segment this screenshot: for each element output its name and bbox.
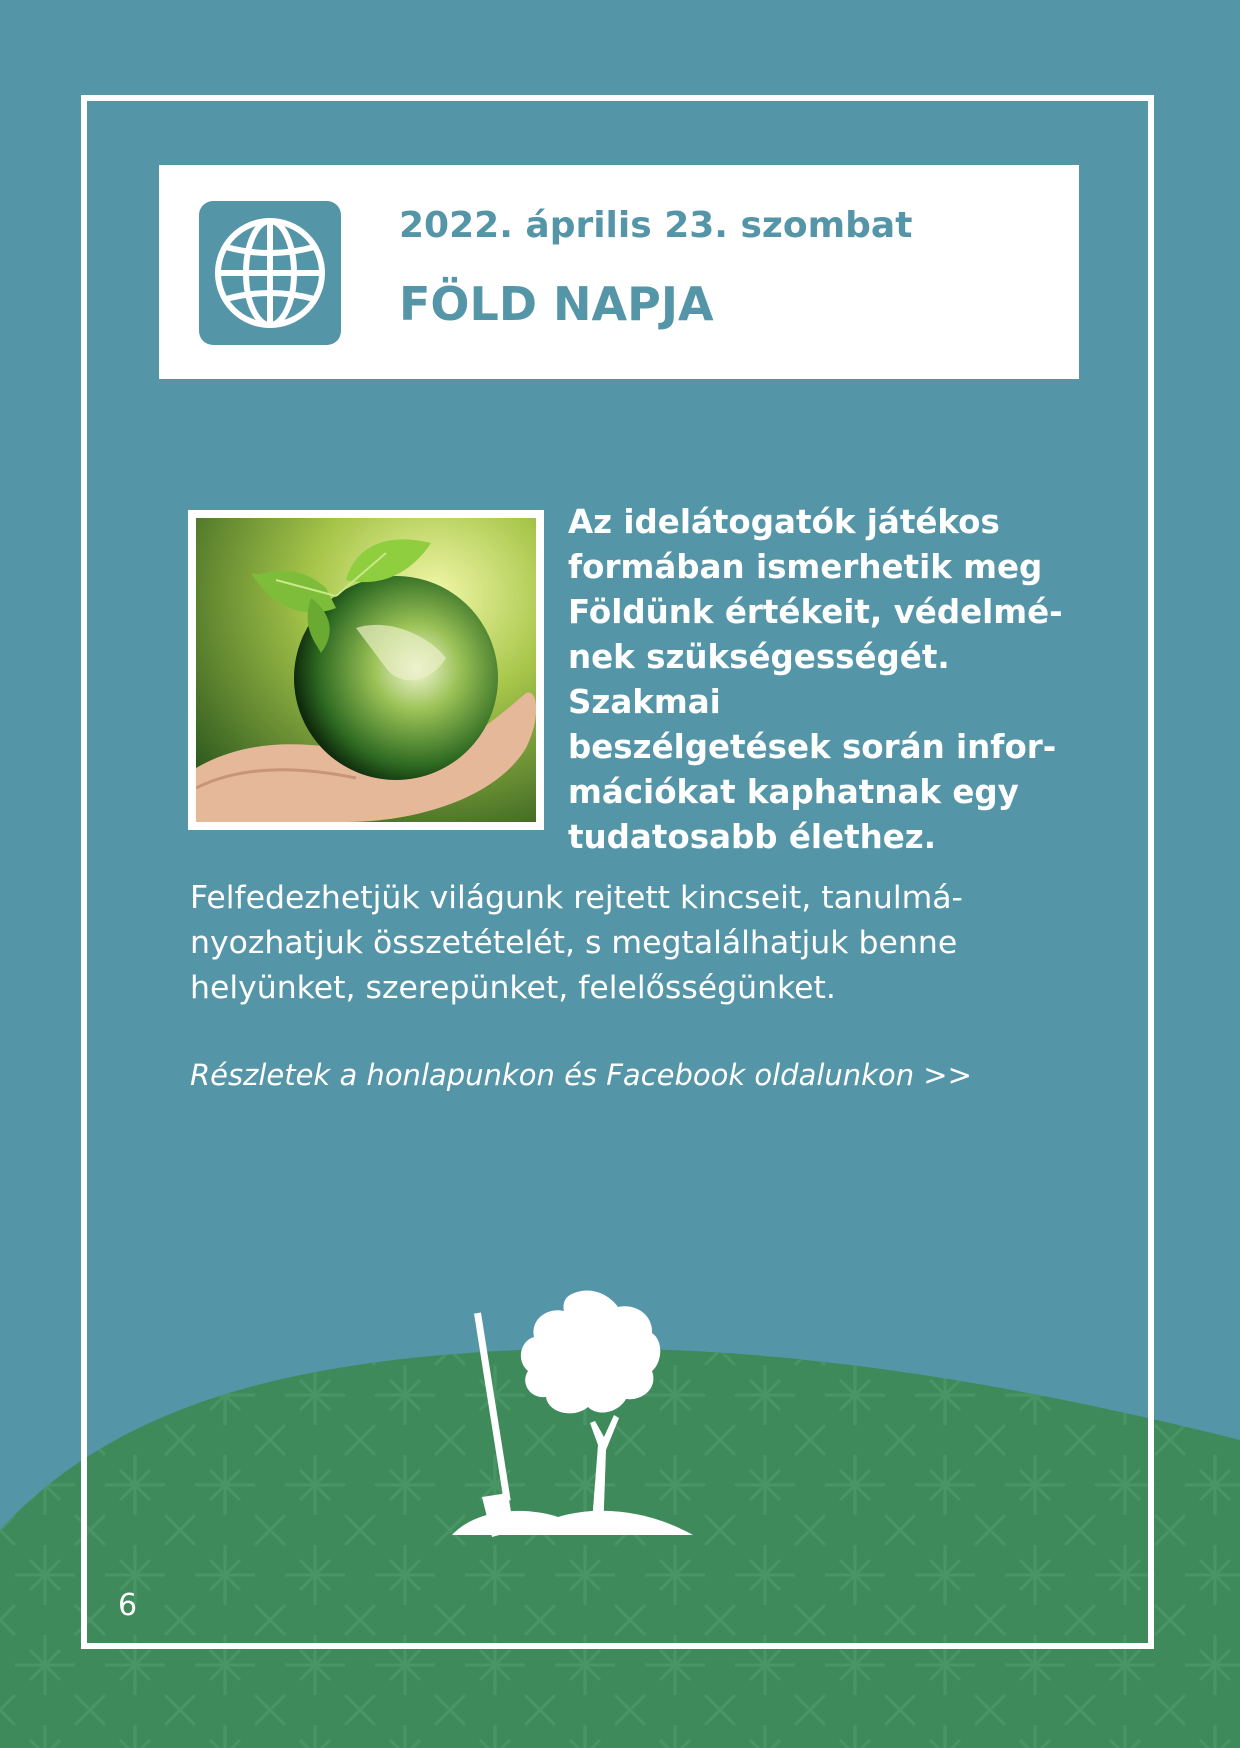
page-number: 6 — [118, 1588, 138, 1623]
body-paragraph: Felfedezhetjük világunk rejtett kincseit, tanulmá- nyozhatjuk összetételét, s megtalálhatjuk benne helyünket, szerepünket, felelősségünket. — [190, 880, 963, 1006]
tree-planting-illustration — [448, 1285, 708, 1540]
intro-paragraph: Az idelátogatók játékos formában ismerhetik meg Földünk értékeit, védelmé- nek szükségességét. Szakmai beszélgetések során infor- mációkat kaphatnak egy tudatosabb élethez. — [568, 503, 1063, 856]
event-title: FÖLD NAPJA — [399, 277, 714, 331]
event-header — [159, 165, 1079, 379]
earth-in-hand-photo — [188, 510, 544, 830]
globe-icon — [212, 215, 328, 331]
globe-icon-tile — [199, 201, 341, 345]
event-date: 2022. április 23. szombat — [399, 205, 913, 246]
details-link[interactable]: Részletek a honlapunkon és Facebook oldalunkon >> — [190, 1058, 972, 1092]
